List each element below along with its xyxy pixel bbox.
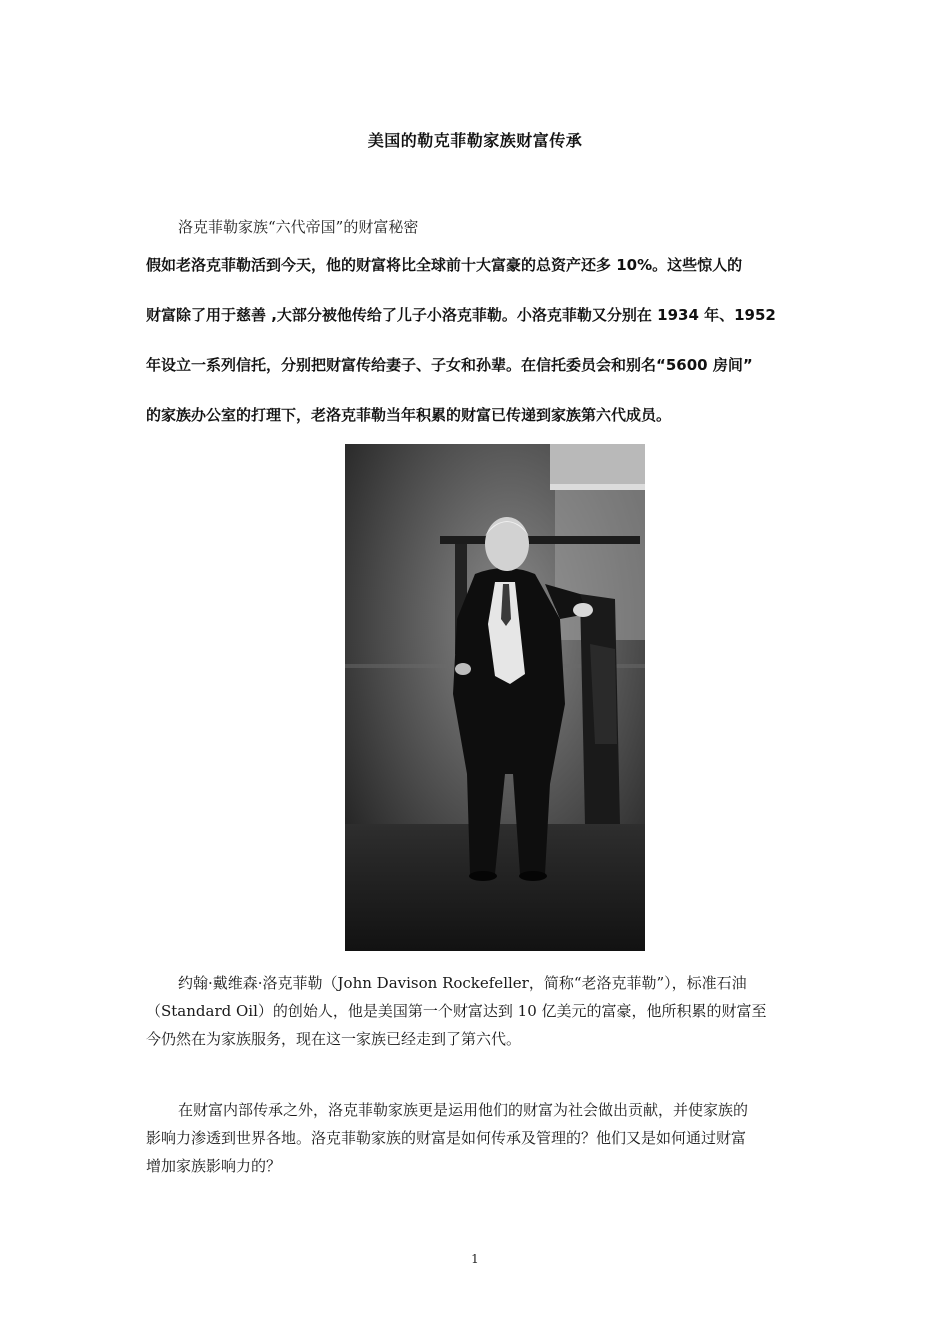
paragraph-influence	[146, 1096, 810, 1180]
section-heading: 洛克菲勒家族“六代帝国”的财富秘密	[178, 218, 419, 236]
paragraph-line: 在财富内部传承之外，洛克菲勒家族更是运用他们的财富为社会做出贡献，并使家族的	[178, 1101, 749, 1119]
paragraph-founder	[146, 969, 810, 1053]
intro-paragraph	[146, 254, 810, 454]
intro-line: 假如老洛克菲勒活到今天，他的财富将比全球前十大富豪的总资产还多 10%。这些惊人的	[146, 256, 743, 274]
page-number: 1	[471, 1252, 479, 1266]
intro-line: 的家族办公室的打理下，老洛克菲勒当年积累的财富已传递到家族第六代成员。	[146, 406, 672, 424]
portrait-photo	[345, 444, 645, 951]
paragraph-line: 今仍然在为家族服务，现在这一家族已经走到了第六代。	[146, 1030, 522, 1048]
paragraph-line: 影响力渗透到世界各地。洛克菲勒家族的财富是如何传承及管理的？他们又是如何通过财富	[146, 1129, 747, 1147]
document-title: 美国的勒克菲勒家族财富传承	[367, 131, 583, 150]
intro-line: 财富除了用于慈善 ,大部分被他传给了儿子小洛克菲勒。小洛克菲勒又分别在 1934 年、1952	[146, 306, 776, 324]
paragraph-line: 约翰·戴维森·洛克菲勒（John Davison Rockefeller，简称“老洛克菲勒”），标准石油	[178, 974, 747, 992]
paragraph-line: 增加家族影响力的？	[146, 1157, 282, 1175]
portrait-image	[345, 444, 645, 951]
intro-line: 年设立一系列信托，分别把财富传给妻子、子女和孙辈。在信托委员会和别名“5600 房间”	[146, 356, 753, 374]
paragraph-line: （Standard Oil）的创始人，他是美国第一个财富达到 10 亿美元的富豪，他所积累的财富至	[146, 1002, 767, 1020]
